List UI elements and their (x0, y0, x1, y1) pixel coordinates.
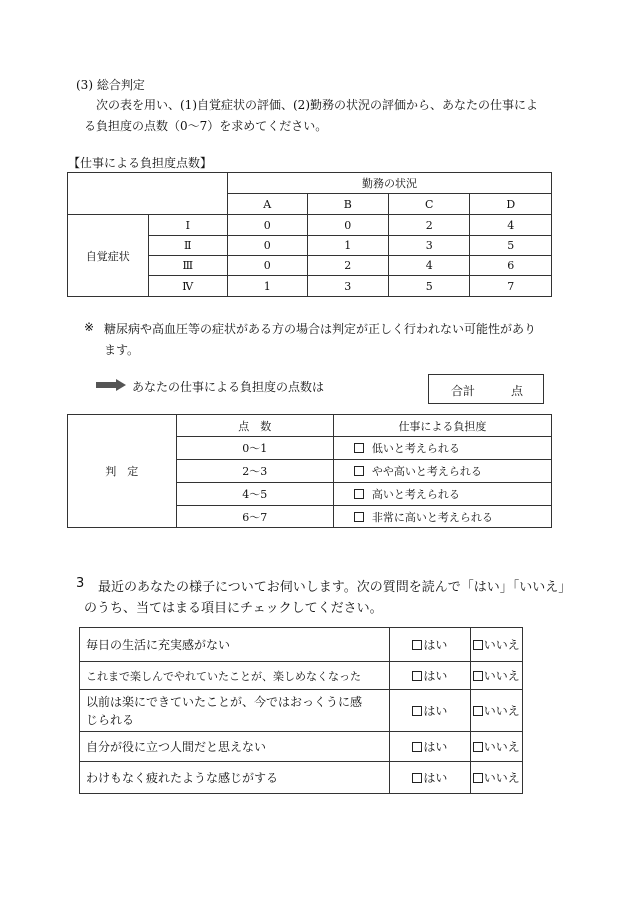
no-option[interactable]: いいえ (470, 628, 523, 662)
yes-option[interactable]: はい (390, 762, 470, 794)
col-header: C (388, 194, 469, 215)
col-header: D (470, 194, 552, 215)
burden-option[interactable]: 低いと考えられる (333, 437, 551, 460)
table-cell: 1 (307, 236, 388, 256)
question-row (80, 762, 523, 794)
section-heading: (3) 総合判定 (76, 78, 145, 92)
table-cell: 0 (307, 215, 388, 236)
burden-option[interactable]: 非常に高いと考えられる (333, 506, 551, 528)
checkbox-icon[interactable] (354, 443, 364, 453)
table-cell: 5 (388, 276, 469, 297)
header-work-status: 勤務の状況 (228, 173, 552, 194)
question-row (80, 690, 523, 732)
table-cell: 4 (470, 215, 552, 236)
yes-option[interactable]: はい (390, 732, 470, 762)
note-line-2: ます。 (104, 343, 140, 357)
table-cell: 2 (388, 215, 469, 236)
question-text: これまで楽しんでやれていたことが、楽しめなくなった (80, 662, 390, 690)
question-text: 自分が役に立つ人間だと思えない (80, 732, 390, 762)
table-cell: 3 (388, 236, 469, 256)
section3-number: 3 (76, 576, 85, 591)
intro-line-2: る負担度の点数（0〜7）を求めてください。 (84, 119, 328, 133)
note-mark: ※ (84, 320, 95, 334)
question-row (80, 662, 523, 690)
intro-line-1: 次の表を用い、(1)自覚症状の評価、(2)勤務の状況の評価から、あなたの仕事によ (96, 98, 538, 112)
score-range: 2〜3 (176, 460, 333, 483)
row-label: Ⅲ (148, 256, 228, 276)
score-table (67, 172, 552, 297)
score-range: 0〜1 (176, 437, 333, 460)
judgment-row-label: 判 定 (68, 415, 177, 528)
yes-option[interactable]: はい (390, 662, 470, 690)
row-label: Ⅰ (148, 215, 228, 236)
burden-option[interactable]: やや高いと考えられる (333, 460, 551, 483)
yes-option[interactable]: はい (390, 628, 470, 662)
row-label: Ⅳ (148, 276, 228, 297)
question-row (80, 732, 523, 762)
result-label: あなたの仕事による負担度の点数は (132, 380, 325, 394)
table-cell: 1 (228, 276, 307, 297)
header-burden: 仕事による負担度 (333, 415, 551, 437)
note-line-1: 糖尿病や高血圧等の症状がある方の場合は判定が正しく行われない可能性があり (104, 322, 537, 336)
table-cell: 5 (470, 236, 552, 256)
table-cell: 0 (228, 256, 307, 276)
table-cell: 3 (307, 276, 388, 297)
right-arrow-icon (96, 379, 126, 391)
table-cell: 7 (470, 276, 552, 297)
header-score: 点 数 (176, 415, 333, 437)
questionnaire-table (79, 627, 523, 794)
row-group-label: 自覚症状 (68, 215, 149, 297)
col-header: A (228, 194, 307, 215)
no-option[interactable]: いいえ (470, 732, 523, 762)
no-option[interactable]: いいえ (470, 690, 523, 732)
checkbox-icon[interactable] (354, 489, 364, 499)
table-cell: 2 (307, 256, 388, 276)
col-header: B (307, 194, 388, 215)
burden-option[interactable]: 高いと考えられる (333, 483, 551, 506)
yes-option[interactable]: はい (390, 690, 470, 732)
score-range: 6〜7 (176, 506, 333, 528)
score-table-caption: 【仕事による負担度点数】 (68, 156, 213, 170)
table-cell: 6 (470, 256, 552, 276)
table-cell: 4 (388, 256, 469, 276)
question-text: 毎日の生活に充実感がない (80, 628, 390, 662)
question-text: 以前は楽にできていたことが、今ではおっくうに感 じられる (80, 690, 390, 732)
no-option[interactable]: いいえ (470, 762, 523, 794)
no-option[interactable]: いいえ (470, 662, 523, 690)
question-row (80, 628, 523, 662)
table-cell: 0 (228, 215, 307, 236)
section3-line-2: のうち、当てはまる項目にチェックしてください。 (84, 601, 383, 616)
checkbox-icon[interactable] (354, 466, 364, 476)
section3-line-1: 最近のあなたの様子についてお伺いします。次の質問を読んで「はい」「いいえ」 (98, 580, 572, 595)
row-label: Ⅱ (148, 236, 228, 256)
score-range: 4〜5 (176, 483, 333, 506)
total-unit: 点 (511, 384, 524, 398)
question-text: わけもなく疲れたような感じがする (80, 762, 390, 794)
total-label: 合計 (451, 384, 476, 398)
total-score-box[interactable] (428, 374, 544, 404)
judgment-table (67, 414, 552, 528)
checkbox-icon[interactable] (354, 512, 364, 522)
table-cell: 0 (228, 236, 307, 256)
